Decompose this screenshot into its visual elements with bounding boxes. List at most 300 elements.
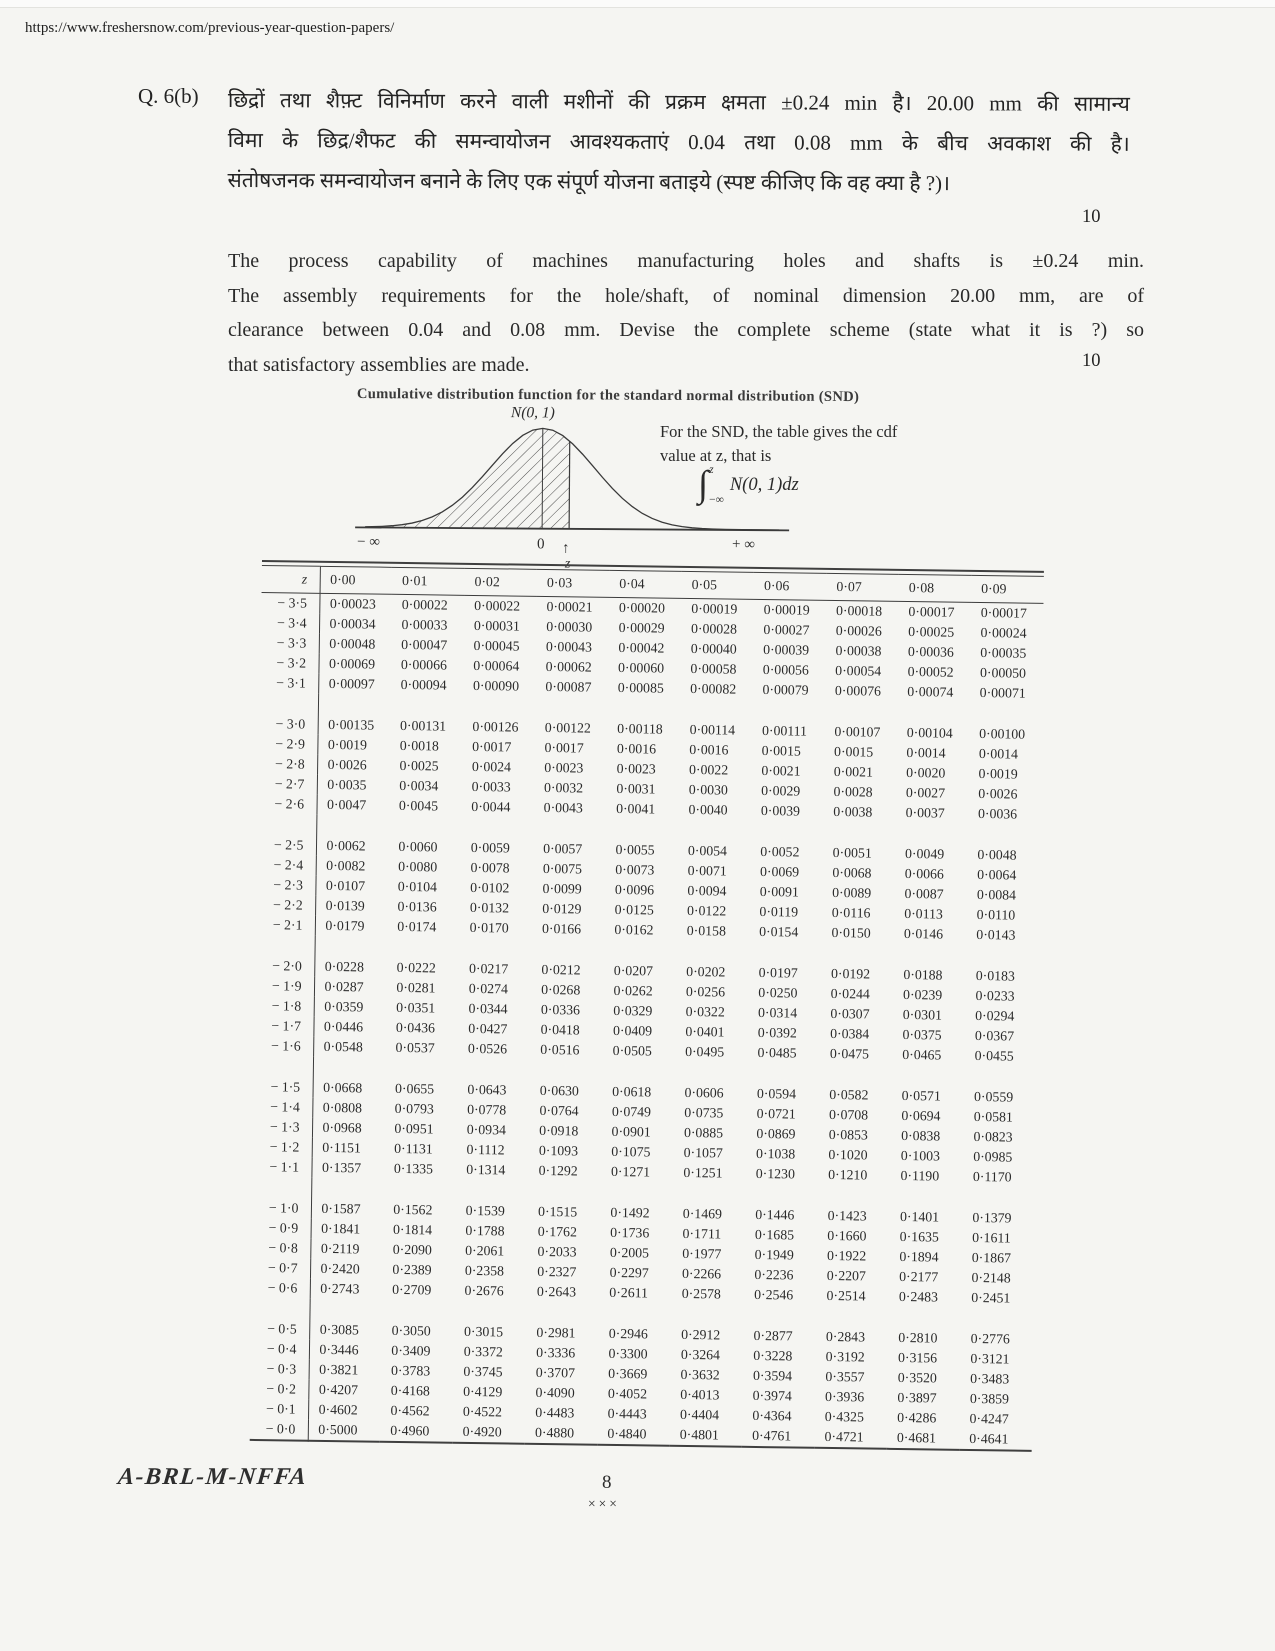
cdf-value-cell: 0·00047	[401, 636, 448, 653]
cdf-value-cell: 0·1894	[899, 1248, 939, 1265]
question-text-english	[228, 244, 1144, 382]
cdf-value-cell: 0·0392	[757, 1024, 797, 1041]
cdf-value-cell: 0·00076	[834, 683, 882, 699]
cdf-value-cell: 0·00038	[835, 643, 882, 659]
cdf-value-cell: 0·0021	[761, 762, 801, 779]
row-label-z: − 1·0	[253, 1177, 312, 1219]
cdf-value-cell: 0·00060	[617, 659, 665, 676]
page-number: 8	[602, 1472, 612, 1493]
cdf-value-cell: 0·0028	[833, 784, 873, 800]
cdf-value-cell: 0·0359	[324, 998, 364, 1015]
cdf-value-cell: 0·2451	[971, 1289, 1011, 1306]
cdf-value-cell: 0·00030	[546, 618, 593, 635]
cdf-value-cell: 0·0329	[613, 1002, 653, 1019]
integral-upper-limit: z	[709, 464, 714, 476]
cdf-value-cell: 0·3409	[391, 1342, 431, 1359]
cdf-value-cell: 0·4840	[607, 1425, 647, 1442]
cdf-value-cell: 0·2514	[826, 1287, 866, 1304]
cdf-value-cell: 0·0094	[687, 882, 727, 899]
cdf-value-cell: 0·0119	[759, 903, 799, 920]
cdf-value-cell: 0·0516	[540, 1041, 580, 1058]
cdf-value-cell: 0·0537	[395, 1039, 435, 1056]
cdf-value-cell: 0·00020	[618, 599, 666, 616]
cdf-value-cell: 0·2877	[753, 1327, 793, 1344]
cdf-value-cell: 0·3264	[680, 1346, 721, 1363]
snd-cdf-table	[250, 560, 1044, 1452]
cdf-value-cell: 0·00017	[980, 605, 1027, 621]
cdf-value-cell: 0·0014	[906, 745, 946, 761]
cdf-value-cell: 0·3936	[825, 1388, 865, 1405]
cdf-value-cell: 0·0287	[324, 978, 364, 995]
cdf-value-cell: 0·1075	[611, 1143, 651, 1160]
cdf-value-cell: 0·3192	[825, 1348, 865, 1365]
cdf-value-cell: 0·1251	[683, 1164, 723, 1181]
cdf-value-cell: 0·4960	[390, 1422, 430, 1439]
cdf-value-cell: 0·0045	[398, 797, 439, 814]
cdf-value-cell: 0·0034	[399, 777, 439, 794]
cdf-value-cell: 0·0222	[396, 959, 436, 976]
cdf-value-cell: 0·00056	[762, 662, 809, 678]
cdf-value-cell: 0·00018	[835, 603, 883, 619]
cdf-value-cell: 0·0793	[394, 1100, 434, 1117]
cdf-value-cell: 0·0951	[394, 1120, 434, 1137]
cdf-value-cell: 0·0183	[975, 968, 1015, 984]
cdf-value-cell: 0·0571	[901, 1087, 941, 1104]
integral-lower-limit: −∞	[709, 494, 724, 506]
cdf-value-cell: 0·00100	[979, 726, 1026, 742]
cdf-value-cell: 0·00022	[401, 596, 448, 613]
cdf-value-cell: 0·2033	[537, 1243, 577, 1260]
cdf-value-cell: 0·2090	[392, 1241, 432, 1258]
cdf-value-cell: 0·0322	[685, 1003, 725, 1020]
cdf-value-cell: 0·00029	[618, 619, 665, 636]
question-number-label: Q. 6(b)	[138, 84, 199, 108]
cdf-value-cell: 0·00064	[473, 657, 520, 674]
cdf-value-cell: 0·2420	[320, 1260, 360, 1277]
cdf-value-cell: 0·0015	[761, 742, 801, 759]
marks-hindi: 10	[1082, 207, 1101, 227]
cdf-value-cell: 0·0418	[540, 1021, 580, 1038]
cdf-value-cell: 0·0033	[471, 778, 511, 795]
cdf-value-cell: 0·00090	[472, 677, 520, 694]
col-header: 0·02	[464, 568, 537, 596]
cdf-value-cell: 0·00069	[328, 655, 376, 672]
cdf-value-cell: 0·0110	[976, 907, 1016, 923]
cdf-value-cell: 0·0643	[467, 1081, 507, 1098]
cdf-value-cell: 0·0075	[542, 860, 583, 877]
cdf-value-cell: 0·00131	[399, 717, 447, 734]
cdf-value-cell: 0·0228	[324, 958, 365, 975]
cdf-value-cell: 0·3897	[897, 1389, 937, 1406]
cdf-value-cell: 0·00079	[762, 682, 809, 698]
row-label-z: − 1·9	[256, 976, 314, 997]
cdf-value-cell: 0·0869	[756, 1125, 796, 1142]
cdf-value-cell: 0·0901	[611, 1123, 651, 1140]
cdf-value-cell: 0·1736	[610, 1224, 650, 1241]
cdf-value-cell: 0·1314	[466, 1161, 506, 1178]
cdf-value-cell: 0·4013	[680, 1386, 720, 1403]
row-label-z: − 3·2	[260, 653, 318, 674]
cdf-value-cell: 0·0274	[468, 980, 509, 997]
cdf-value-cell: 0·0968	[322, 1119, 362, 1136]
cdf-value-cell: 0·0057	[543, 840, 583, 857]
cdf-value-cell: 0·4129	[463, 1383, 503, 1400]
cdf-value-cell: 0·0066	[904, 866, 945, 882]
cdf-hatched-area	[365, 427, 570, 528]
cdf-value-cell: 0·2177	[899, 1268, 939, 1285]
cdf-value-cell: 0·0031	[616, 780, 656, 797]
cdf-value-cell: 0·3745	[463, 1363, 503, 1380]
cdf-value-cell: 0·0096	[614, 881, 655, 898]
cdf-value-cell: 0·1515	[537, 1203, 578, 1220]
cdf-value-cell: 0·00019	[691, 600, 738, 617]
cdf-value-cell: 0·0129	[542, 900, 582, 917]
cdf-value-cell: 0·00062	[545, 658, 592, 675]
row-label-z: − 0·4	[251, 1339, 309, 1360]
cdf-value-cell: 0·2843	[825, 1328, 866, 1345]
cdf-value-cell: 0·0059	[470, 839, 510, 856]
cdf-value-cell: 0·4247	[969, 1410, 1009, 1427]
cdf-value-cell: 0·0039	[760, 802, 801, 819]
cdf-value-cell: 0·0918	[539, 1122, 579, 1139]
cdf-value-cell: 0·0040	[688, 801, 728, 818]
cdf-value-cell: 0·5000	[318, 1421, 358, 1438]
cdf-value-cell: 0·00025	[908, 624, 955, 640]
cdf-value-cell: 0·0102	[470, 879, 510, 896]
cdf-value-cell: 0·1539	[465, 1202, 505, 1219]
col-header: 0·07	[826, 573, 899, 601]
cdf-value-cell: 0·1949	[754, 1246, 794, 1263]
cdf-value-cell: 0·0107	[325, 877, 366, 894]
cdf-value-cell: 0·00028	[690, 620, 738, 637]
cdf-value-cell: 0·0853	[828, 1126, 868, 1143]
cdf-value-cell: 0·4483	[535, 1404, 575, 1421]
cdf-value-cell: 0·0023	[544, 759, 584, 776]
cdf-value-cell: 0·1788	[465, 1222, 505, 1239]
marks-english: 10	[1082, 351, 1101, 371]
cdf-value-cell: 0·0764	[539, 1102, 579, 1119]
cdf-value-cell: 0·0084	[976, 887, 1017, 903]
axis-label-neg-infinity: − ∞	[356, 534, 380, 551]
cdf-value-cell: 0·1867	[971, 1249, 1012, 1266]
cdf-value-cell: 0·2148	[971, 1269, 1011, 1286]
cdf-value-cell: 0·0122	[686, 902, 727, 919]
cdf-value-cell: 0·00027	[763, 622, 810, 638]
cdf-value-cell: 0·2061	[465, 1242, 505, 1259]
cdf-value-cell: 0·4522	[462, 1403, 503, 1420]
cdf-value-cell: 0·0268	[541, 981, 581, 998]
cdf-value-cell: 0·0041	[616, 800, 656, 817]
cdf-value-cell: 0·0694	[901, 1107, 941, 1124]
cdf-value-cell: 0·2709	[392, 1281, 432, 1298]
cdf-value-cell: 0·00035	[980, 645, 1027, 661]
cdf-value-cell: 0·0655	[394, 1080, 435, 1097]
row-label-z: − 0·1	[250, 1399, 308, 1420]
cdf-value-cell: 0·0375	[902, 1026, 942, 1043]
cdf-value-cell: 0·2546	[754, 1286, 794, 1303]
cdf-value-cell: 0·1814	[392, 1221, 433, 1238]
cdf-value-cell: 0·0179	[325, 917, 365, 934]
cdf-value-cell: 0·0132	[469, 899, 510, 916]
cdf-value-cell: 0·0256	[685, 983, 726, 1000]
cdf-value-cell: 0·0934	[466, 1121, 507, 1138]
cdf-value-cell: 0·0049	[904, 846, 945, 862]
cdf-value-cell: 0·0188	[903, 966, 943, 983]
cdf-value-cell: 0·4404	[679, 1406, 720, 1423]
col-header: 0·08	[899, 574, 972, 602]
cdf-value-cell: 0·00058	[690, 660, 737, 677]
col-header: 0·00	[320, 566, 393, 594]
cdf-value-cell: 0·00122	[544, 719, 591, 736]
cdf-value-cell: 0·0446	[323, 1018, 364, 1035]
cdf-value-cell: 0·1271	[610, 1163, 651, 1180]
cdf-value-cell: 0·1977	[682, 1245, 722, 1262]
cdf-value-cell: 0·0495	[685, 1043, 725, 1060]
paper-series-code: A-BRL-M-NFFA	[116, 1464, 309, 1490]
cdf-value-cell: 0·0025	[399, 757, 439, 774]
cdf-value-cell: 0·0037	[905, 805, 945, 821]
row-label-z: − 1·8	[256, 996, 314, 1017]
cdf-value-cell: 0·1093	[538, 1142, 579, 1159]
cdf-value-cell: 0·1379	[972, 1209, 1012, 1226]
cdf-value-cell: 0·0016	[616, 740, 657, 757]
cdf-value-cell: 0·0125	[614, 901, 654, 918]
cdf-value-cell: 0·0233	[975, 988, 1015, 1004]
cdf-value-cell: 0·0022	[688, 761, 729, 778]
cdf-value-cell: 0·00052	[907, 664, 954, 680]
cdf-value-cell: 0·0202	[686, 963, 726, 980]
cdf-value-cell: 0·1762	[537, 1223, 578, 1240]
cdf-value-cell: 0·1492	[610, 1204, 650, 1221]
cdf-value-cell: 0·3050	[391, 1322, 431, 1339]
cdf-value-cell: 0·0091	[759, 883, 799, 900]
cdf-value-cell: 0·0778	[467, 1101, 507, 1118]
cdf-value-cell: 0·1057	[683, 1144, 723, 1161]
cdf-value-cell: 0·2266	[681, 1265, 722, 1282]
cdf-value-cell: 0·0026	[978, 786, 1018, 802]
cdf-value-cell: 0·0630	[539, 1082, 579, 1099]
row-label-z: − 0·9	[253, 1218, 311, 1239]
cdf-value-cell: 0·0036	[977, 806, 1018, 822]
cdf-value-cell: 0·3156	[897, 1349, 938, 1366]
row-label-z: − 3·4	[261, 613, 319, 634]
cdf-value-cell: 0·0113	[904, 906, 943, 922]
row-label-z: − 3·0	[260, 693, 319, 735]
cdf-value-cell: 0·0823	[973, 1128, 1013, 1145]
cdf-value-cell: 0·0735	[684, 1104, 724, 1121]
cdf-value-cell: 0·2236	[754, 1266, 794, 1283]
cdf-value-cell: 0·0027	[905, 785, 946, 801]
cdf-value-cell: 0·3446	[319, 1341, 359, 1358]
cdf-value-cell: 0·0401	[685, 1023, 725, 1040]
row-label-z: − 2·4	[258, 855, 316, 876]
cdf-value-cell: 0·3121	[970, 1350, 1010, 1367]
question-text-hindi	[227, 80, 1130, 204]
cdf-value-cell: 0·4364	[752, 1407, 792, 1424]
row-label-z: − 1·2	[254, 1137, 312, 1158]
cdf-value-cell: 0·3859	[969, 1390, 1010, 1407]
cdf-value-cell: 0·1357	[321, 1159, 362, 1176]
table-body	[250, 592, 1044, 1450]
hindi-line-1: छिद्रों तथा शैफ़्ट विनिर्माण करने वाली मशीनों की प्रक्रम क्षमता ±0.24 min है। 20.00 mm की सामान्य	[227, 87, 1130, 116]
cdf-value-cell: 0·0505	[612, 1042, 652, 1059]
cdf-value-cell: 0·4443	[607, 1405, 647, 1422]
cdf-value-cell: 0·0029	[761, 782, 801, 799]
cdf-value-cell: 0·0207	[613, 962, 654, 979]
cdf-value-cell: 0·00054	[835, 663, 882, 679]
cdf-value-cell: 0·2643	[536, 1283, 577, 1300]
cdf-value-cell: 0·0239	[903, 986, 943, 1003]
cdf-value-cell: 0·2578	[681, 1285, 721, 1302]
english-line-4: that satisfactory assemblies are made.	[228, 353, 530, 376]
cdf-value-cell: 0·0015	[834, 744, 874, 760]
cdf-value-cell: 0·4602	[318, 1401, 358, 1418]
cdf-value-cell: 0·0808	[322, 1099, 363, 1116]
cdf-value-cell: 0·0038	[833, 804, 873, 820]
english-line-2: The assembly requirements for the hole/shaft, of nominal dimension 20.00 mm, are of	[228, 284, 1144, 307]
cdf-value-cell: 0·0146	[903, 926, 944, 942]
row-label-z: − 0·3	[251, 1359, 309, 1380]
cdf-value-cell: 0·1292	[538, 1162, 578, 1179]
english-line-1: The process capability of machines manufacturing holes and shafts is ±0.24 min.	[228, 250, 1144, 272]
cdf-value-cell: 0·2389	[392, 1261, 432, 1278]
english-line-3: clearance between 0.04 and 0.08 mm. Devise the complete scheme (state what it is ?) so	[228, 319, 1144, 341]
cdf-value-cell: 0·0314	[757, 1004, 798, 1021]
cdf-value-cell: 0·4880	[534, 1424, 575, 1441]
cdf-value-cell: 0·2005	[609, 1244, 650, 1261]
scan-top-edge	[0, 0, 1275, 8]
cdf-value-cell: 0·3336	[536, 1344, 576, 1361]
axis-label-pos-infinity: + ∞	[731, 536, 755, 553]
integral-sign: ∫	[698, 464, 709, 505]
cdf-value-cell: 0·00107	[834, 724, 881, 740]
cdf-value-cell: 0·4761	[752, 1427, 792, 1444]
cdf-value-cell: 0·1170	[972, 1168, 1012, 1185]
cdf-value-cell: 0·0158	[686, 922, 727, 939]
cdf-value-cell: 0·0055	[615, 841, 655, 858]
cdf-value-cell: 0·2327	[537, 1263, 577, 1280]
cdf-value-cell: 0·4721	[824, 1428, 864, 1445]
cdf-value-cell: 0·00045	[473, 637, 520, 654]
hindi-line-2: विमा के छिद्र/शैफट की समन्वायोजन आवश्यकताएं 0.04 तथा 0.08 mm के बीच अवकाश की है।	[227, 127, 1130, 156]
cdf-value-cell: 0·0212	[541, 961, 581, 978]
cdf-value-cell: 0·4286	[897, 1409, 937, 1426]
cdf-value-cell: 0·00097	[328, 675, 375, 692]
cdf-value-cell: 0·0087	[904, 886, 944, 902]
cdf-value-cell: 0·0485	[757, 1044, 797, 1061]
cdf-value-cell: 0·4168	[390, 1382, 431, 1399]
cdf-value-cell: 0·0143	[976, 927, 1016, 943]
cdf-value-cell: 0·2743	[320, 1280, 360, 1297]
cdf-value-cell: 0·00043	[545, 638, 593, 655]
row-label-z: − 1·5	[255, 1056, 314, 1098]
cdf-value-cell: 0·0582	[829, 1086, 869, 1103]
cdf-value-cell: 0·0174	[397, 918, 437, 935]
cdf-value-cell: 0·0294	[975, 1008, 1015, 1024]
cdf-value-cell: 0·0244	[830, 985, 870, 1002]
cdf-value-cell: 0·1003	[900, 1147, 941, 1164]
cdf-value-cell: 0·0082	[326, 857, 366, 874]
cdf-value-cell: 0·0250	[758, 984, 798, 1001]
cdf-value-cell: 0·0427	[468, 1020, 508, 1037]
cdf-value-cell: 0·1335	[393, 1160, 434, 1177]
cdf-value-cell: 0·0017	[472, 738, 512, 755]
cdf-value-cell: 0·3594	[752, 1367, 793, 1384]
cdf-value-cell: 0·3974	[752, 1387, 792, 1404]
cdf-value-cell: 0·4920	[462, 1423, 502, 1440]
cdf-value-cell: 0·00094	[400, 676, 447, 693]
cdf-value-cell: 0·00126	[472, 718, 519, 735]
cdf-value-cell: 0·0749	[611, 1103, 652, 1120]
end-of-page-marker: ×××	[588, 1496, 620, 1511]
cdf-value-cell: 0·0019	[978, 766, 1018, 782]
cdf-value-cell: 0·1446	[755, 1206, 795, 1223]
cdf-value-cell: 0·0030	[688, 781, 728, 798]
row-label-z: − 2·0	[256, 935, 315, 977]
cdf-value-cell: 0·00033	[401, 616, 448, 633]
cdf-value-cell: 0·4801	[679, 1426, 719, 1443]
cdf-value-cell: 0·2297	[609, 1264, 649, 1281]
cdf-value-cell: 0·4052	[607, 1385, 648, 1402]
cdf-value-cell: 0·0020	[906, 765, 946, 781]
cdf-value-cell: 0·0708	[828, 1106, 869, 1123]
cdf-value-cell: 0·1611	[972, 1229, 1011, 1246]
cdf-value-cell: 0·3300	[608, 1345, 648, 1362]
cdf-value-cell: 0·1587	[321, 1200, 361, 1217]
integral-body: N(0, 1)dz	[729, 474, 799, 495]
figure-note	[660, 420, 960, 468]
cdf-value-cell: 0·1131	[394, 1140, 433, 1157]
cdf-value-cell: 0·00042	[618, 639, 665, 656]
cdf-value-cell: 0·0838	[901, 1127, 941, 1144]
cdf-value-cell: 0·4325	[824, 1408, 865, 1425]
cdf-value-cell: 0·1922	[826, 1247, 867, 1264]
cdf-value-cell: 0·00036	[907, 644, 955, 660]
cdf-value-cell: 0·0139	[325, 897, 365, 914]
cdf-value-cell: 0·0078	[470, 859, 510, 876]
cdf-value-cell: 0·3557	[825, 1368, 865, 1385]
integral-limits	[709, 464, 724, 506]
cdf-value-cell: 0·0307	[830, 1005, 870, 1022]
cdf-value-cell: 0·0089	[832, 884, 872, 901]
cdf-value-cell: 0·00034	[329, 615, 376, 632]
cdf-value-cell: 0·0069	[759, 863, 800, 880]
row-label-z: − 2·3	[257, 875, 315, 896]
cdf-value-cell: 0·0436	[395, 1019, 436, 1036]
cdf-value-cell: 0·4562	[390, 1402, 430, 1419]
cdf-value-cell: 0·1841	[321, 1220, 361, 1237]
col-header-z: z	[262, 565, 320, 593]
cdf-value-cell: 0·0136	[397, 898, 437, 915]
cdf-value-cell: 0·0721	[756, 1105, 796, 1122]
cdf-value-cell: 0·3669	[608, 1365, 648, 1382]
cdf-value-cell: 0·1038	[756, 1145, 796, 1162]
col-header: 0·09	[971, 575, 1044, 603]
cdf-value-cell: 0·1210	[828, 1166, 868, 1183]
cdf-value-cell: 0·1635	[899, 1228, 939, 1245]
row-label-z: − 0·0	[250, 1419, 308, 1441]
cdf-value-cell: 0·0154	[759, 923, 799, 940]
cdf-value-cell: 0·00021	[546, 598, 593, 615]
cdf-value-cell: 0·3015	[463, 1323, 504, 1340]
cdf-value-cell: 0·0099	[542, 880, 582, 897]
hindi-line-3: संतोषजनक समन्वायोजन बनाने के लिए एक संपूर्ण योजना बताइये (स्पष्ट कीजिए कि वह क्या है ?)।	[227, 167, 951, 196]
cdf-value-cell: 0·00017	[908, 604, 955, 620]
cdf-value-cell: 0·0150	[831, 924, 871, 941]
cdf-value-cell: 0·3707	[535, 1364, 576, 1381]
cdf-value-cell: 0·0581	[973, 1108, 1014, 1125]
cdf-value-cell: 0·00026	[835, 623, 882, 639]
